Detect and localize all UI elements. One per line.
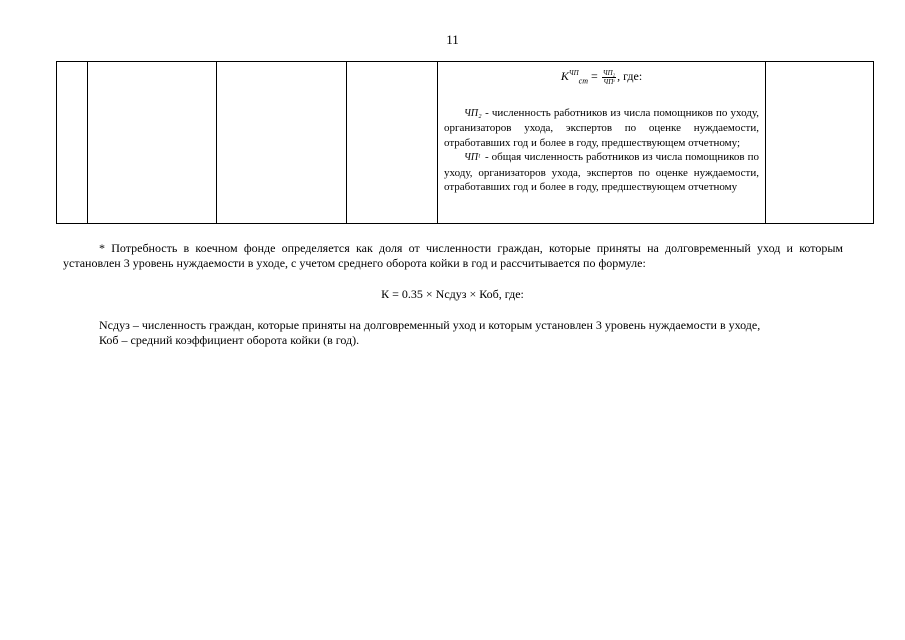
table-cell-number: [57, 62, 88, 224]
formula-suffix: , где:: [617, 69, 643, 83]
formula-equals: =: [591, 69, 598, 83]
table-cell-value: [347, 62, 438, 224]
table-cell-unit: [217, 62, 347, 224]
formula-lhs: $К^{ЧП}_{ст}$: [560, 69, 588, 86]
page-number: 11: [446, 32, 459, 47]
continuation-table: [56, 61, 874, 224]
definition-kob: Коб – средний коэффициент оборота койки (в год).: [99, 333, 360, 347]
bed-fund-formula: К = 0.35 × Nсдуз × Коб, где:: [381, 287, 524, 301]
table-row: [57, 62, 874, 224]
table-cell-notes: [766, 62, 874, 224]
table-cell-indicator: [88, 62, 217, 224]
fraction-numerator: ЧП₂: [602, 68, 616, 77]
table-cell-method: [438, 62, 766, 224]
fraction-denominator: ЧПᵗ: [603, 77, 615, 86]
symbol-chpt: ЧПᵗ: [464, 152, 480, 164]
symbol-chp2: ЧП₂: [464, 108, 482, 119]
formula-fraction: [602, 69, 616, 86]
definition-nsduz: Nсдуз – численность граждан, которые приняты на долговременный уход и которым установлен 3 уровень нуждаемости в уходе,: [99, 318, 761, 332]
definition-chp2: [444, 106, 759, 150]
footnote-paragraph: * Потребность в коечном фонде определяется как доля от численности граждан, которые приняты на долговременный уход и которым установлен 3 уровень нуждаемости в уходе, с учетом среднего оборота койки в год и рассчитывается по формуле:: [63, 241, 843, 270]
definition-chp2-text: - численность работников из числа помощников по уходу, организаторов ухода, экспертов по оценке нуждаемости, отработавших год и более в году, предшествующем отчетному;: [444, 107, 759, 149]
definition-chpt-text: - общая численность работников из числа помощников по уходу, организаторов ухода, экспертов по оценке нуждаемости, отработавших год и более в году, предшествующем отчетному: [444, 151, 759, 194]
formula-k-st: [444, 66, 759, 94]
definition-chpt: [444, 150, 759, 194]
